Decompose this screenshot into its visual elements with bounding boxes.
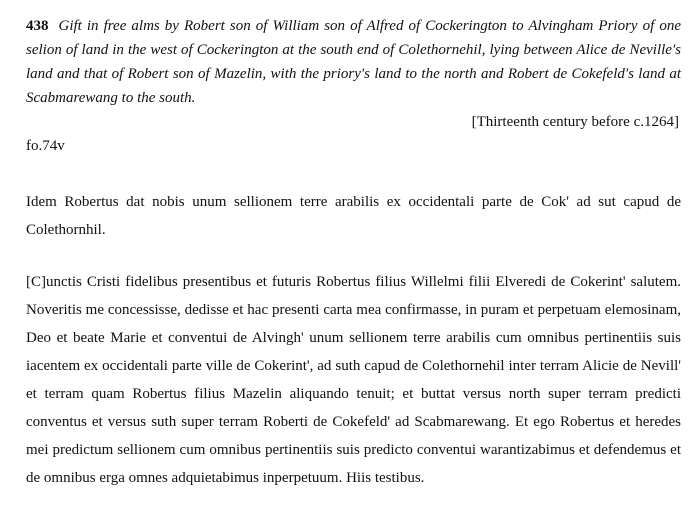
entry-date: [Thirteenth century before c.1264] xyxy=(471,114,679,130)
rubric-paragraph: Idem Robertus dat nobis unum sellionem terre arabilis ex occidentali parte de Cok' ad sut capud de Colethornhil. xyxy=(26,194,681,238)
entry-heading xyxy=(26,14,681,110)
entry-summary: Gift in free alms by Robert son of William son of Alfred of Cockerington to Alvingham Priory of one selion of land in the west of Cockerington at the south end of Colethornehil, lying between Alice de Neville's land and that of Robert son of Mazelin, with the priory's land to the north and Robert de Cokefeld's land at Scabmarewang to the south. xyxy=(26,18,681,106)
document-page xyxy=(26,14,681,516)
entry-number: 438 xyxy=(26,18,49,34)
folio-reference: fo.74v xyxy=(26,138,65,154)
charter-paragraph: [C]unctis Cristi fidelibus presentibus et futuris Robertus filius Willelmi filii Elveredi de Cokerint' salutem. Noveritis me concessisse, dedisse et hac presenti carta mea confirmasse, in puram et perpetuam elemosinam, Deo et beate Marie et conventui de Alvingh' unum sellionem terre arabilis cum omnibus pertinentiis suis iacentem ex occidentali parte ville de Cokerint', ad suth capud de Colethornehil inter terram Alicie de Nevill' et terram quam Robertus filius Mazelin aliquando tenuit; et buttat versus north super terram predicti conventus et versus suth super terram Roberti de Cokefeld' ad Scabmarewang. Et ego Robertus et heredes mei predictum sellionem cum omnibus pertinentiis suis predicto conventui warantizabimus et defendemus et de omnibus erga omnes adquietabimus inperpetuum. Hiis testibus. xyxy=(26,274,681,486)
